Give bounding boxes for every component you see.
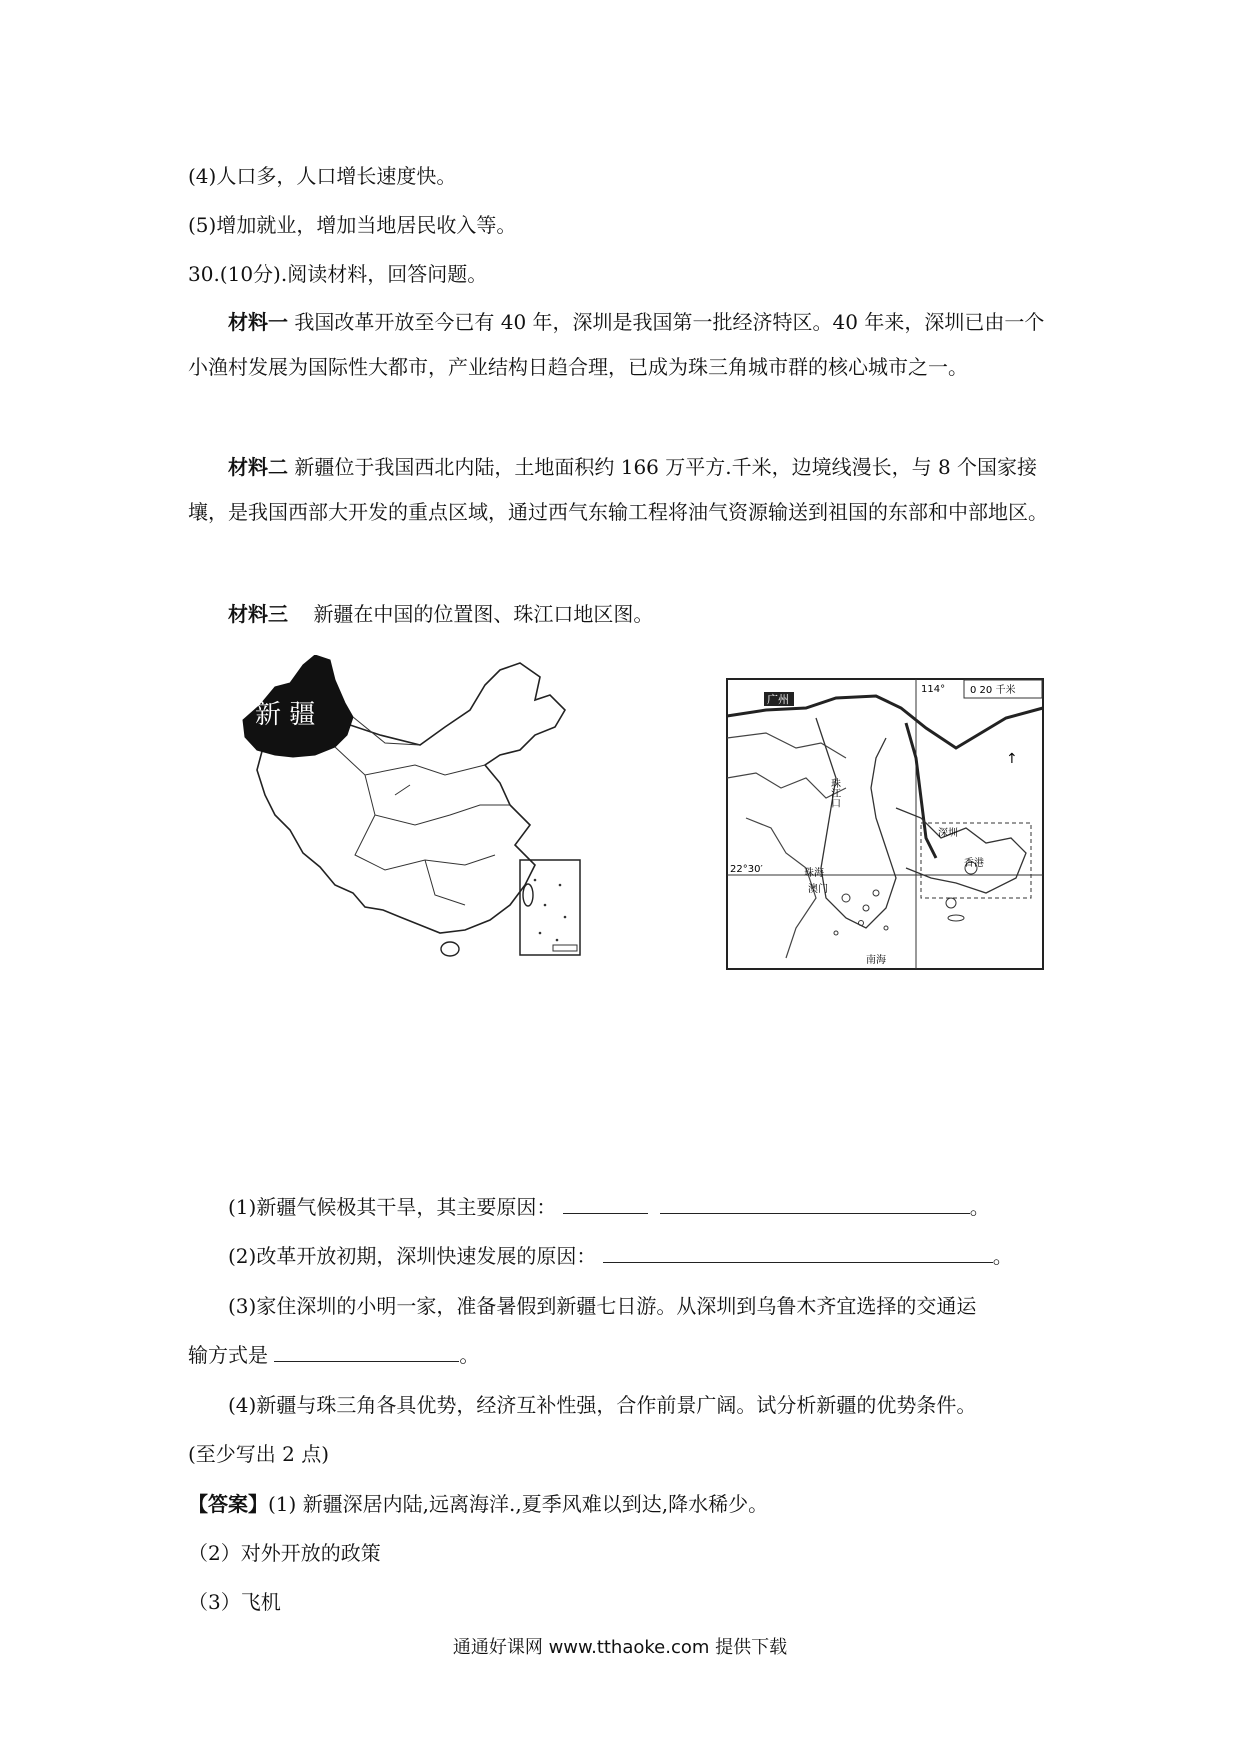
shenzhen-label: 深圳 bbox=[938, 828, 958, 839]
answer-blank-1b bbox=[660, 1193, 970, 1214]
prev-answer-4: (4)人口多，人口增长速度快。 bbox=[188, 164, 457, 188]
answer-blank-2 bbox=[603, 1242, 993, 1263]
macau-label: 澳门 bbox=[808, 884, 828, 895]
material-3 bbox=[228, 600, 653, 628]
answer-blank-1a bbox=[563, 1193, 648, 1214]
hongkong-label: 香港 bbox=[964, 858, 984, 869]
subquestion-4b: (至少写出 2 点) bbox=[188, 1442, 330, 1466]
north-arrow-icon: ↑ bbox=[1006, 751, 1018, 767]
subquestion-3a: (3)家住深圳的小明一家，准备暑假到新疆七日游。从深圳到乌鲁木齐宜选择的交通运 bbox=[228, 1294, 977, 1318]
prd-scale-label: 0 20 千米 bbox=[970, 685, 1016, 696]
subquestion-3-period: 。 bbox=[459, 1343, 480, 1367]
material-2-label: 材料二 bbox=[228, 455, 288, 479]
prev-answer-5: (5)增加就业，增加当地居民收入等。 bbox=[188, 213, 517, 237]
pearl-estuary-label: 珠江口 bbox=[828, 778, 840, 808]
question-header: 30.(10分).阅读材料，回答问题。 bbox=[188, 262, 488, 286]
prd-lon-label: 114° bbox=[921, 684, 946, 695]
china-map bbox=[235, 655, 675, 975]
answer-blank-3 bbox=[274, 1341, 459, 1362]
taiwan-island bbox=[523, 884, 533, 906]
material-1-text: 我国改革开放至今已有 40 年，深圳是我国第一批经济特区。40 年来，深圳已由一个小渔村发展为国际性大都市，产业结构日趋合理，已成为珠三角城市群的核心城市之一。 bbox=[188, 310, 1045, 379]
answer-3: （3）飞机 bbox=[188, 1590, 281, 1614]
zhuhai-label: 珠海 bbox=[804, 868, 824, 879]
material-1 bbox=[188, 300, 1058, 390]
subquestion-2 bbox=[228, 1242, 1013, 1270]
answer-1 bbox=[188, 1490, 768, 1518]
south-sea-inset bbox=[520, 860, 580, 955]
hainan-island bbox=[441, 942, 459, 956]
subquestion-2-text: (2)改革开放初期，深圳快速发展的原因： bbox=[228, 1244, 597, 1268]
lat-label: 22°30′ bbox=[730, 864, 763, 875]
subquestion-1 bbox=[228, 1193, 990, 1221]
subquestion-3b-text: 输方式是 bbox=[188, 1343, 268, 1367]
material-3-label: 材料三 bbox=[228, 602, 288, 626]
material-2 bbox=[188, 445, 1058, 535]
answer-2: （2）对外开放的政策 bbox=[188, 1541, 381, 1565]
xinjiang-label: 新 疆 bbox=[255, 700, 316, 730]
material-3-text: 新疆在中国的位置图、珠江口地区图。 bbox=[313, 602, 654, 626]
material-1-label: 材料一 bbox=[228, 310, 288, 334]
answer-label: 【答案】 bbox=[188, 1492, 268, 1516]
prd-map bbox=[726, 678, 1044, 970]
subquestion-3b bbox=[188, 1341, 479, 1369]
subquestion-4a: (4)新疆与珠三角各具优势，经济互补性强，合作前景广阔。试分析新疆的优势条件。 bbox=[228, 1393, 977, 1417]
guangzhou-label: 广州 bbox=[767, 693, 789, 706]
inset-scale bbox=[553, 945, 577, 951]
subquestion-1-text: (1)新疆气候极其干旱，其主要原因： bbox=[228, 1195, 557, 1219]
subquestion-1-period: 。 bbox=[969, 1195, 990, 1219]
page-footer: 通通好课网 www.tthaoke.com 提供下载 bbox=[452, 1637, 788, 1658]
province-lines bbox=[335, 717, 510, 905]
material-2-text: 新疆位于我国西北内陆，土地面积约 166 万平方.千米，边境线漫长，与 8 个国家接壤，是我国西部大开发的重点区域，通过西气东输工程将油气资源输送到祖国的东部和中部地区。 bbox=[188, 455, 1048, 524]
inset-islands bbox=[534, 879, 567, 942]
subquestion-2-period: 。 bbox=[992, 1244, 1013, 1268]
south-sea-label: 南海 bbox=[866, 955, 886, 966]
answer-1-text: (1) 新疆深居内陆,远离海洋.,夏季风难以到达,降水稀少。 bbox=[268, 1492, 769, 1516]
